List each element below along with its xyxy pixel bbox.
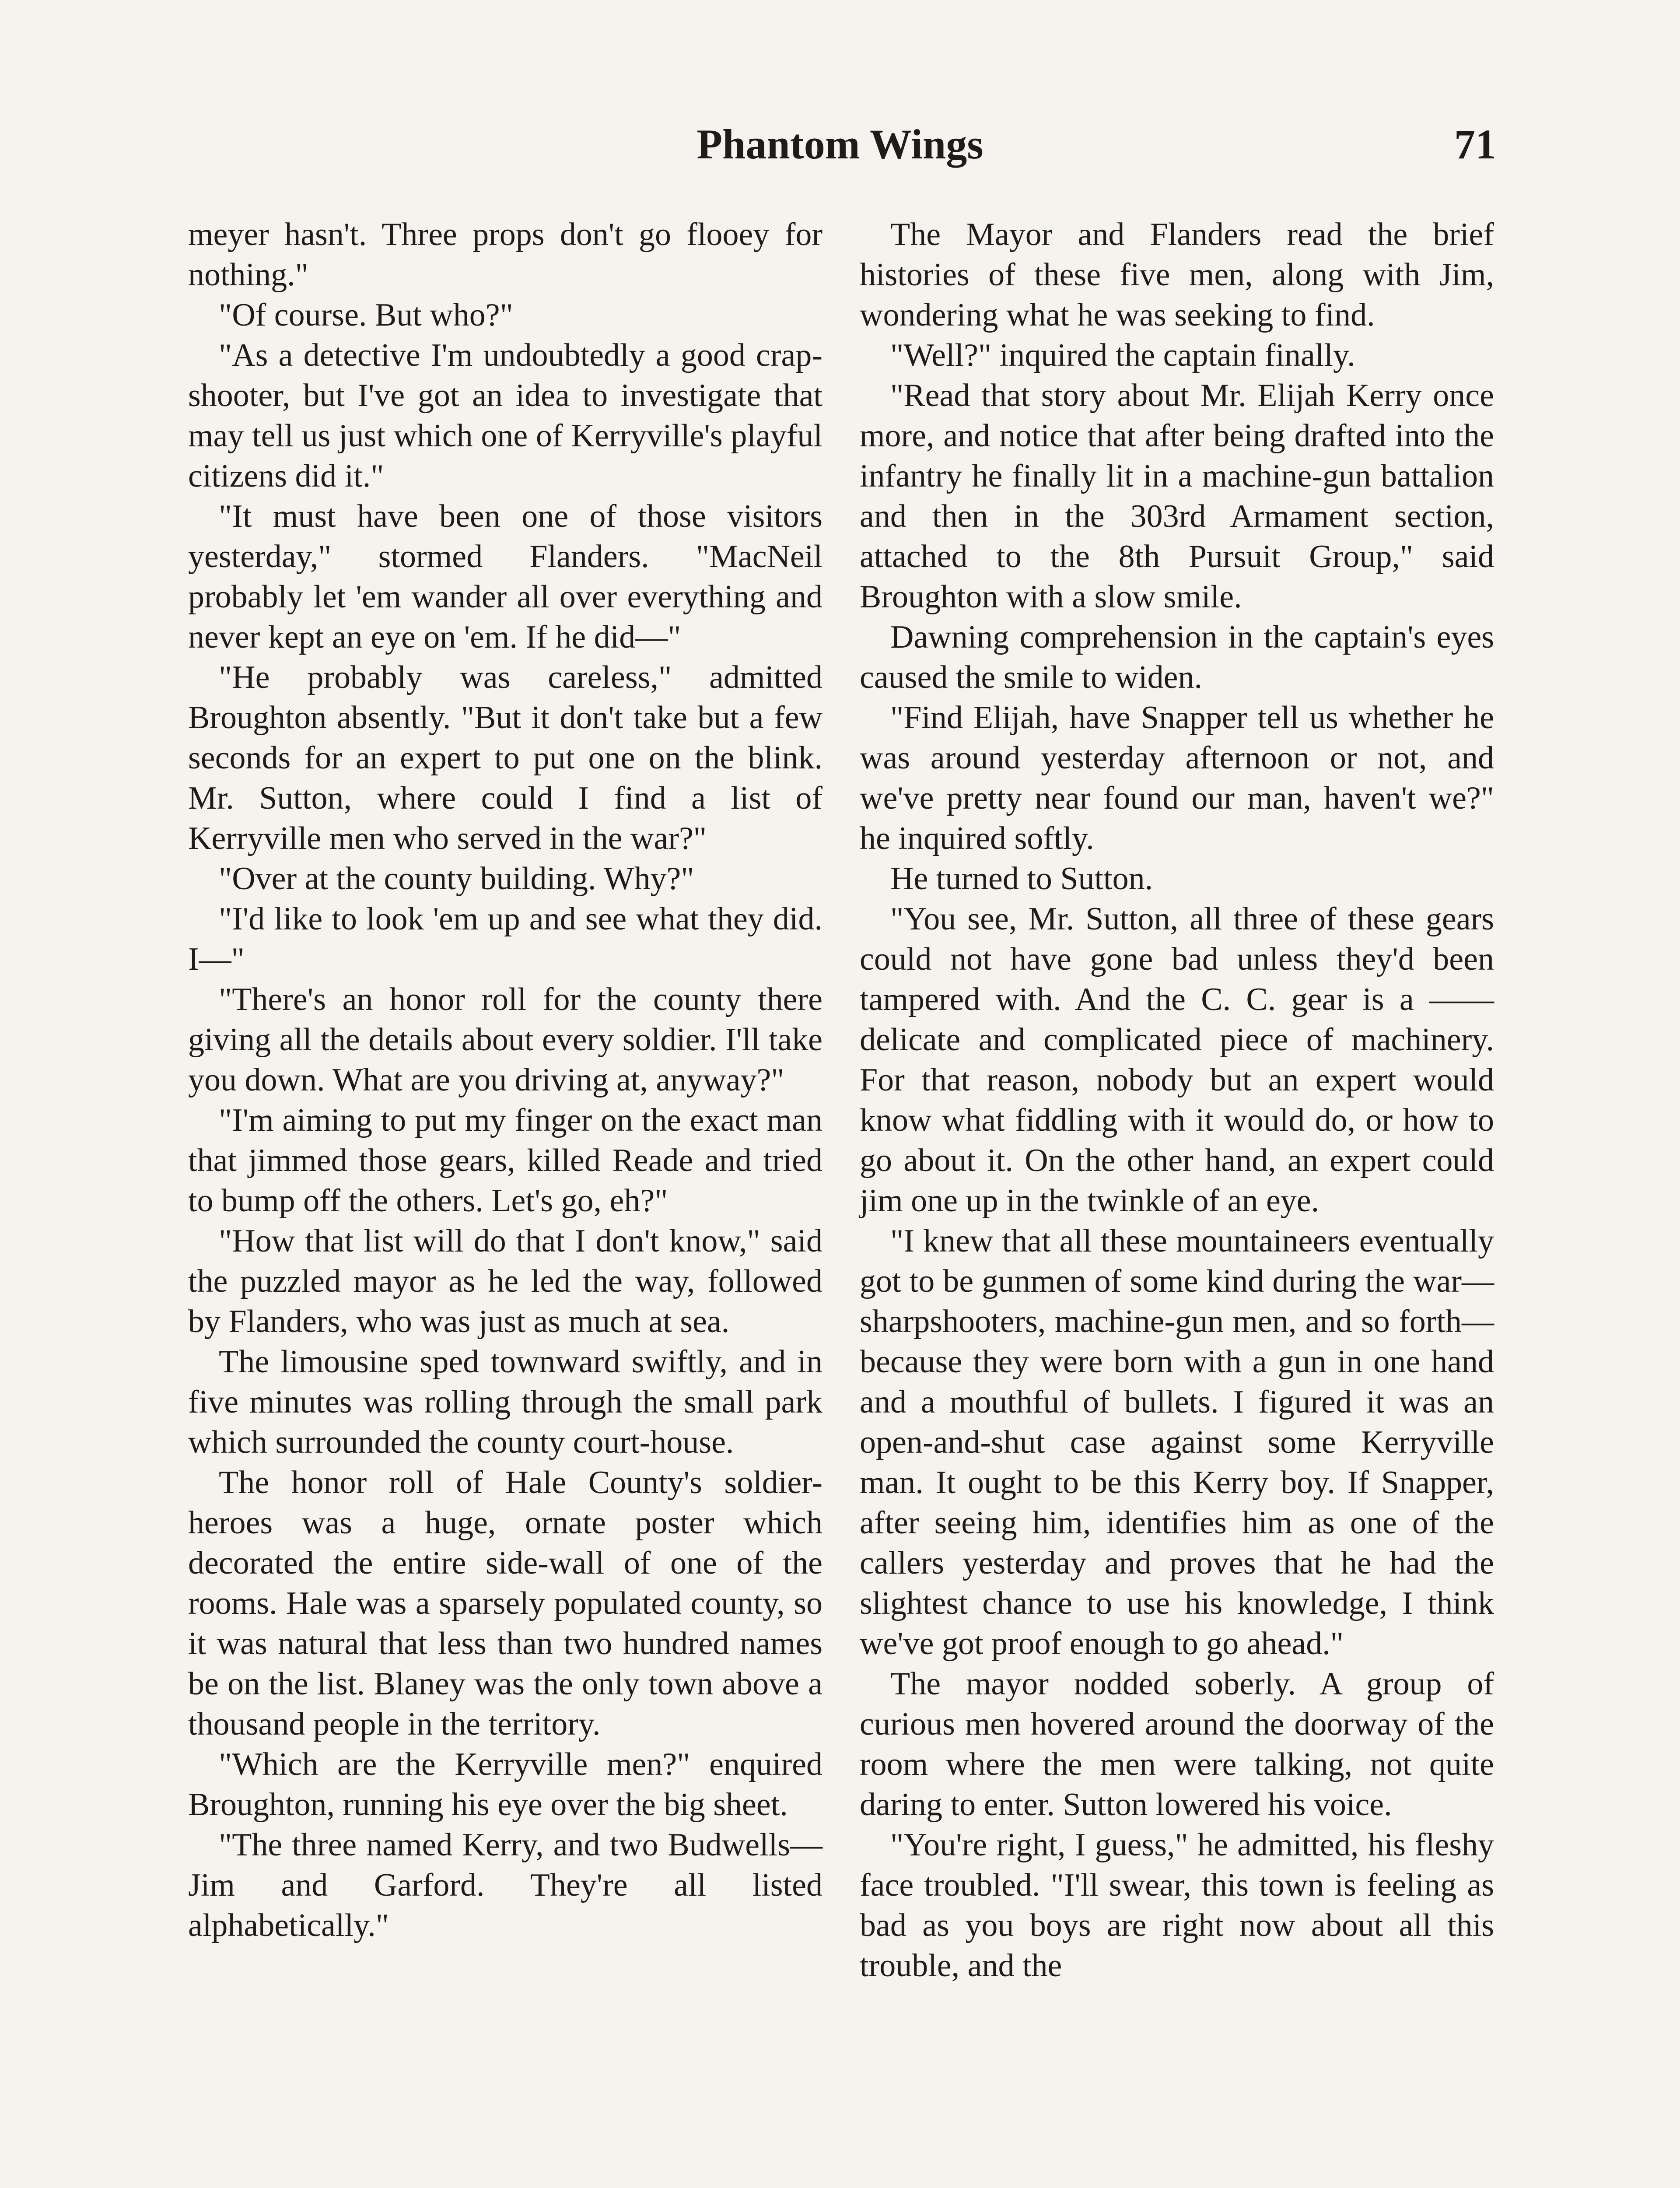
paragraph: "He probably was careless," admitted Broughton absently. "But it don't take but a few seconds for an expert to put one on the blink. Mr. Sutton, where could I find a list of Kerryville men who served in the war?" [188, 659, 822, 856]
paragraph: "I knew that all these mountaineers eventually got to be gunmen of some kind during the war—sharpshooters, machine-gun men, and so forth—because they were born with a gun in one hand and a mouthful of bullets. I figured it was an open-and-shut case against some Kerryville man. It ought to be this Kerry boy. If Snapper, after seeing him, identifies him as one of the callers yesterday and proves that he had the slightest chance to use his knowledge, I think we've got proof enough to go ahead." [860, 1223, 1494, 1662]
left-column [188, 214, 822, 1946]
paragraph: "I'd like to look 'em up and see what they did. I—" [188, 901, 822, 977]
paragraph: "The three named Kerry, and two Budwells—Jim and Garford. They're all listed alphabetically." [188, 1827, 822, 1943]
paragraph: "You see, Mr. Sutton, all three of these gears could not have gone bad unless they'd been tampered with. And the C. C. gear is a —— delicate and complicated piece of machinery. For that reason, nobody but an expert would know what fiddling with it would do, or how to go about it. On the other hand, an expert could jim one up in the twinkle of an eye. [860, 901, 1494, 1219]
paragraph: "Read that story about Mr. Elijah Kerry once more, and notice that after being drafted into the infantry he finally lit in a machine-gun battalion and then in the 303rd Armament section, attached to the 8th Pursuit Group," said Broughton with a slow smile. [860, 378, 1494, 615]
paragraph: "Over at the county building. Why?" [219, 861, 694, 897]
paragraph: He turned to Sutton. [890, 861, 1153, 897]
paragraph: "There's an honor roll for the county there giving all the details about every soldier. I'll take you down. What are you driving at, anyway?" [188, 982, 822, 1098]
paragraph: "Find Elijah, have Snapper tell us whether he was around yesterday afternoon or not, and we've pretty near found our man, haven't we?" he inquired softly. [860, 700, 1494, 856]
paragraph: The mayor nodded soberly. A group of curious men hovered around the doorway of the room where the men were talking, not quite daring to enter. Sutton lowered his voice. [860, 1666, 1494, 1823]
paragraph: The limousine sped townward swiftly, and in five minutes was rolling through the small park which surrounded the county court-house. [188, 1344, 822, 1460]
paragraph: "As a detective I'm undoubtedly a good crap-shooter, but I've got an idea to investigate that may tell us just which one of Kerryville's playful citizens did it." [188, 337, 822, 494]
paragraph: "Which are the Kerryville men?" enquired Broughton, running his eye over the big sheet. [188, 1746, 822, 1823]
paragraph: meyer hasn't. Three props don't go flooey for nothing." [188, 217, 822, 293]
page-number: 71 [1454, 121, 1496, 168]
paragraph: "I'm aiming to put my finger on the exact man that jimmed those gears, killed Reade and tried to bump off the others. Let's go, eh?" [188, 1102, 822, 1219]
paragraph: "You're right, I guess," he admitted, his fleshy face troubled. "I'll swear, this town is feeling as bad as you boys are right now about all this trouble, and the [860, 1827, 1494, 1984]
paragraph: "It must have been one of those visitors yesterday," stormed Flanders. "MacNeil probably let 'em wander all over everything and never kept an eye on 'em. If he did—" [188, 498, 822, 655]
running-head [184, 118, 1496, 171]
paragraph: The Mayor and Flanders read the brief histories of these five men, along with Jim, wondering what he was seeking to find. [860, 217, 1494, 333]
book-title: Phantom Wings [696, 121, 984, 168]
paragraph: "Well?" inquired the captain finally. [890, 337, 1355, 373]
paragraph: "Of course. But who?" [219, 297, 513, 333]
paragraph: Dawning comprehension in the captain's eyes caused the smile to widen. [860, 619, 1494, 695]
right-column [860, 214, 1494, 1986]
paragraph: The honor roll of Hale County's soldier-heroes was a huge, ornate poster which decorated the entire side-wall of one of the rooms. Hale was a sparsely populated county, so it was natural that less than two hundred names be on the list. Blaney was the only town above a thousand people in the territory. [188, 1465, 822, 1742]
paragraph: "How that list will do that I don't know," said the puzzled mayor as he led the way, followed by Flanders, who was just as much at sea. [188, 1223, 822, 1339]
